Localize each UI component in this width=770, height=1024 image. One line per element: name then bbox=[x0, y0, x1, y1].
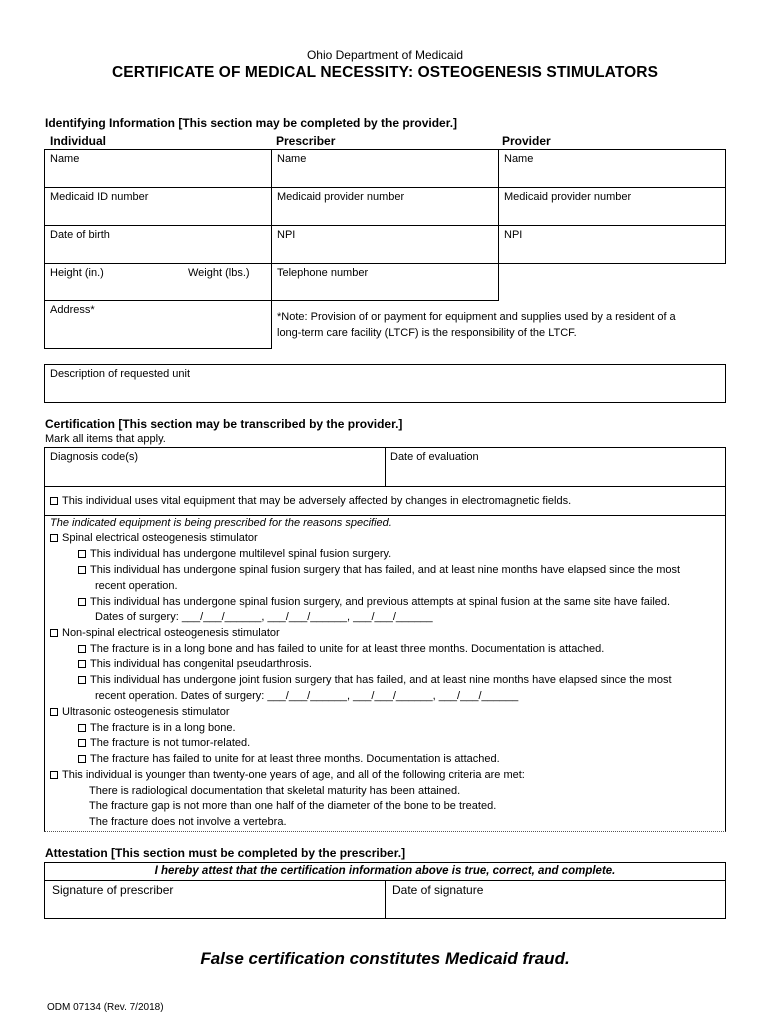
field-label: Date of birth bbox=[50, 229, 110, 241]
vital-equipment-row bbox=[44, 486, 726, 516]
checkbox-icon[interactable] bbox=[78, 566, 86, 574]
individual-height-weight-field[interactable] bbox=[44, 263, 272, 301]
spinal-opt2[interactable]: This individual has undergone spinal fusion surgery that has failed, and at least nine months have elapsed since the most bbox=[78, 564, 680, 576]
individual-medicaid-id-field[interactable] bbox=[44, 187, 272, 226]
under21-criterion: The fracture does not involve a vertebra. bbox=[89, 816, 287, 828]
evaluation-date-label: Date of evaluation bbox=[390, 451, 479, 463]
prescriber-heading: Prescriber bbox=[276, 134, 336, 148]
weight-label: Weight (lbs.) bbox=[188, 267, 250, 279]
spinal-item[interactable]: Spinal electrical osteogenesis stimulator bbox=[50, 532, 258, 544]
prescriber-name-field[interactable] bbox=[271, 149, 499, 188]
checkbox-icon[interactable] bbox=[50, 497, 58, 505]
field-label: NPI bbox=[504, 229, 523, 241]
field-label: Name bbox=[504, 153, 534, 165]
provider-heading: Provider bbox=[502, 134, 551, 148]
ltcf-note-line1: *Note: Provision of or payment for equipment and supplies used by a resident of a bbox=[277, 311, 676, 323]
column-divider bbox=[385, 447, 386, 487]
ultrasonic-opt1[interactable]: The fracture is in a long bone. bbox=[78, 722, 236, 734]
nonspinal-opt1[interactable]: The fracture is in a long bone and has failed to unite for at least three months. Documentation is attached. bbox=[78, 643, 604, 655]
checkbox-icon[interactable] bbox=[78, 550, 86, 558]
ltcf-note-line2: long-term care facility (LTCF) is the responsibility of the LTCF. bbox=[277, 327, 577, 339]
individual-heading: Individual bbox=[50, 134, 107, 148]
checkbox-icon[interactable] bbox=[50, 771, 58, 779]
identifying-heading: Identifying Information [This section may be completed by the provider.] bbox=[45, 116, 458, 130]
vital-equipment-item[interactable]: This individual uses vital equipment that may be adversely affected by changes in electromagnetic fields. bbox=[50, 495, 571, 507]
checkbox-icon[interactable] bbox=[78, 739, 86, 747]
agency-name: Ohio Department of Medicaid bbox=[306, 48, 464, 62]
under21-criterion: There is radiological documentation that skeletal maturity has been attained. bbox=[89, 785, 461, 797]
diagnosis-label: Diagnosis code(s) bbox=[50, 451, 139, 463]
checkbox-icon[interactable] bbox=[78, 676, 86, 684]
spinal-surgery-dates[interactable]: Dates of surgery: ___/___/______, ___/___/______, ___/___/______ bbox=[95, 611, 433, 623]
checkbox-icon[interactable] bbox=[78, 724, 86, 732]
checkbox-icon[interactable] bbox=[78, 645, 86, 653]
field-label: Telephone number bbox=[277, 267, 369, 279]
attestation-statement: I hereby attest that the certification information above is true, correct, and complete. bbox=[154, 865, 616, 877]
field-label: Description of requested unit bbox=[50, 368, 191, 380]
individual-name-field[interactable] bbox=[44, 149, 272, 188]
attestation-statement-row bbox=[44, 862, 726, 881]
checkbox-icon[interactable] bbox=[50, 708, 58, 716]
prescriber-telephone-field[interactable] bbox=[271, 263, 499, 301]
diagnosis-row bbox=[44, 447, 726, 487]
nonspinal-opt3-cont[interactable]: recent operation. Dates of surgery: ___/___/______, ___/___/______, ___/___/______ bbox=[95, 690, 519, 702]
form-title: CERTIFICATE OF MEDICAL NECESSITY: OSTEOGENESIS STIMULATORS bbox=[111, 64, 659, 81]
under21-criterion: The fracture gap is not more than one half of the diameter of the bone to be treated. bbox=[89, 800, 497, 812]
provider-name-field[interactable] bbox=[498, 149, 726, 188]
nonspinal-item[interactable]: Non-spinal electrical osteogenesis stimulator bbox=[50, 627, 280, 639]
ultrasonic-item[interactable]: Ultrasonic osteogenesis stimulator bbox=[50, 706, 230, 718]
spinal-opt2-cont: recent operation. bbox=[95, 580, 178, 592]
nonspinal-opt3[interactable]: This individual has undergone joint fusion surgery that has failed, and at least nine months have elapsed since the most bbox=[78, 674, 672, 686]
checkbox-icon[interactable] bbox=[50, 629, 58, 637]
provider-npi-field[interactable] bbox=[498, 225, 726, 264]
checkbox-icon[interactable] bbox=[78, 598, 86, 606]
checkbox-icon[interactable] bbox=[78, 755, 86, 763]
spinal-opt1[interactable]: This individual has undergone multilevel spinal fusion surgery. bbox=[78, 548, 391, 560]
field-label: Name bbox=[50, 153, 80, 165]
field-label: Name bbox=[277, 153, 307, 165]
description-field[interactable] bbox=[44, 364, 726, 403]
certification-heading: Certification [This section may be transcribed by the provider.] bbox=[45, 417, 403, 431]
nonspinal-opt2[interactable]: This individual has congenital pseudarthrosis. bbox=[78, 658, 312, 670]
reasons-statement: The indicated equipment is being prescribed for the reasons specified. bbox=[50, 517, 392, 529]
field-label: Medicaid provider number bbox=[277, 191, 405, 203]
field-label: Medicaid ID number bbox=[50, 191, 149, 203]
individual-address-field[interactable] bbox=[44, 300, 272, 349]
height-label: Height (in.) bbox=[50, 267, 104, 279]
mark-all-instruction: Mark all items that apply. bbox=[45, 433, 166, 445]
checkbox-icon[interactable] bbox=[78, 660, 86, 668]
form-number: ODM 07134 (Rev. 7/2018) bbox=[47, 1002, 164, 1013]
provider-provider-number-field[interactable] bbox=[498, 187, 726, 226]
field-label: Address* bbox=[50, 304, 95, 316]
ultrasonic-opt2[interactable]: The fracture is not tumor-related. bbox=[78, 737, 250, 749]
spinal-opt3[interactable]: This individual has undergone spinal fusion surgery, and previous attempts at spinal fusion at the same site have failed. bbox=[78, 596, 670, 608]
field-label: Medicaid provider number bbox=[504, 191, 632, 203]
field-label: Signature of prescriber bbox=[52, 883, 174, 897]
checkbox-icon[interactable] bbox=[50, 534, 58, 542]
individual-dob-field[interactable] bbox=[44, 225, 272, 264]
field-label: Date of signature bbox=[392, 883, 484, 897]
fraud-warning: False certification constitutes Medicaid fraud. bbox=[200, 949, 570, 968]
signature-field[interactable] bbox=[44, 880, 386, 919]
field-label: NPI bbox=[277, 229, 296, 241]
attestation-heading: Attestation [This section must be completed by the prescriber.] bbox=[45, 846, 406, 860]
prescriber-provider-number-field[interactable] bbox=[271, 187, 499, 226]
under21-item[interactable]: This individual is younger than twenty-one years of age, and all of the following criteria are met: bbox=[50, 769, 525, 781]
ultrasonic-opt3[interactable]: The fracture has failed to unite for at least three months. Documentation is attached. bbox=[78, 753, 500, 765]
signature-date-field[interactable] bbox=[385, 880, 726, 919]
prescriber-npi-field[interactable] bbox=[271, 225, 499, 264]
